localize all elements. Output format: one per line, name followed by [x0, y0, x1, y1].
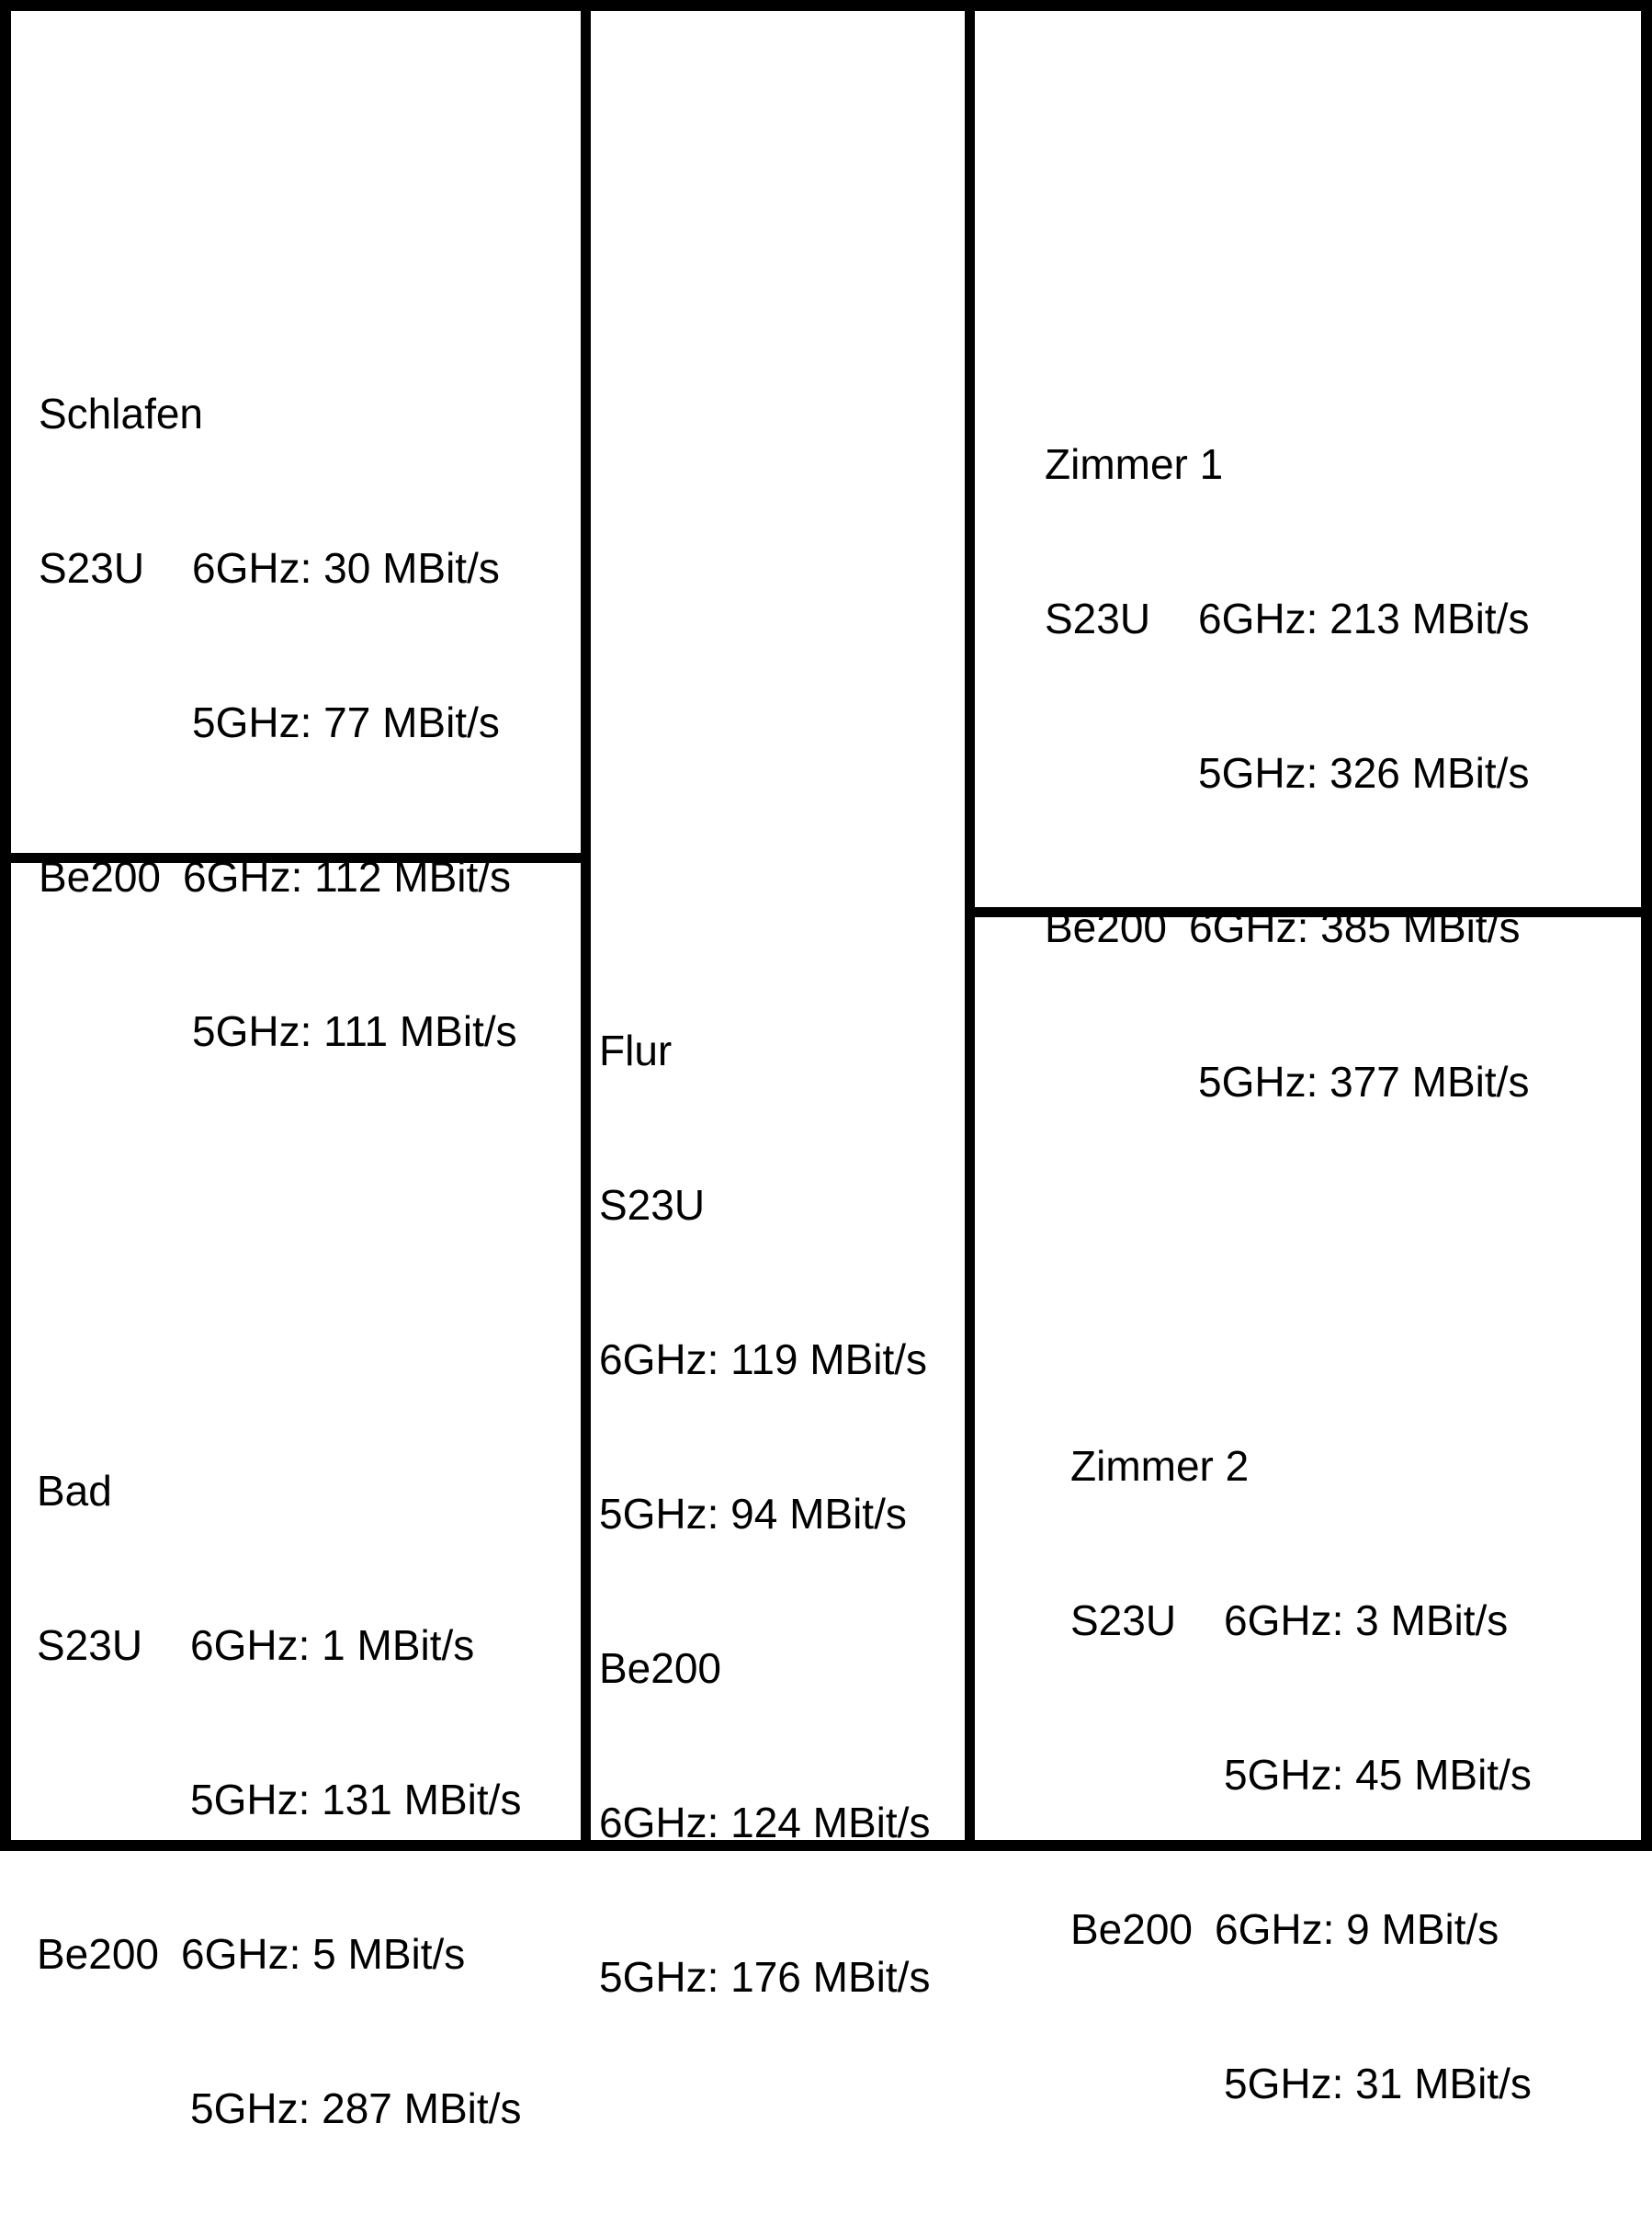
speed-value: 5GHz: 287 MBit/s	[190, 2084, 522, 2132]
speed-value: 6GHz: 3 MBit/s	[1224, 1596, 1509, 1644]
device-label-be200: Be200	[1045, 903, 1168, 951]
device-label-s23u: S23U	[37, 1621, 143, 1669]
speed-value: 5GHz: 77 MBit/s	[192, 698, 500, 746]
room-schlafen	[39, 285, 517, 1160]
speed-value: 6GHz: 30 MBit/s	[192, 544, 500, 592]
wall-left-corridor	[581, 0, 591, 1851]
room-bad	[37, 1362, 521, 2237]
speed-value: 5GHz: 131 MBit/s	[190, 1776, 522, 1823]
wall-right-corridor	[965, 0, 975, 1851]
speed-value: 6GHz: 112 MBit/s	[183, 853, 512, 901]
device-label-s23u: S23U	[1045, 595, 1151, 642]
speed-value: 6GHz: 124 MBit/s	[599, 1799, 931, 1846]
device-label-s23u: S23U	[1070, 1596, 1177, 1644]
device-label-s23u: S23U	[599, 1181, 706, 1229]
speed-value: 6GHz: 119 MBit/s	[599, 1335, 928, 1383]
device-label-s23u: S23U	[39, 544, 145, 592]
outer-wall-right	[1641, 0, 1652, 1851]
speed-value: 5GHz: 45 MBit/s	[1224, 1751, 1532, 1799]
room-zimmer-1	[1045, 335, 1529, 1210]
speed-value: 5GHz: 111 MBit/s	[192, 1007, 517, 1055]
speed-value: 6GHz: 385 MBit/s	[1189, 903, 1521, 951]
room-name: Zimmer 2	[1070, 1442, 1250, 1490]
outer-wall-top	[0, 0, 1652, 11]
speed-value: 5GHz: 326 MBit/s	[1198, 749, 1530, 797]
speed-value: 5GHz: 377 MBit/s	[1198, 1058, 1530, 1106]
speed-value: 6GHz: 1 MBit/s	[190, 1621, 475, 1669]
device-label-be200: Be200	[37, 1930, 160, 1978]
device-label-be200: Be200	[599, 1644, 722, 1692]
room-name: Bad	[37, 1467, 112, 1515]
speed-value: 6GHz: 5 MBit/s	[181, 1930, 466, 1978]
room-zimmer-2	[1070, 1337, 1532, 2212]
speed-value: 6GHz: 213 MBit/s	[1198, 595, 1530, 642]
room-flur	[599, 922, 930, 2106]
device-label-be200: Be200	[1070, 1905, 1194, 1953]
speed-value: 5GHz: 31 MBit/s	[1224, 2060, 1532, 2107]
speed-value: 6GHz: 9 MBit/s	[1215, 1905, 1499, 1953]
room-name: Flur	[599, 1027, 673, 1074]
room-name: Schlafen	[39, 390, 204, 437]
outer-wall-left	[0, 0, 11, 1851]
speed-value: 5GHz: 176 MBit/s	[599, 1953, 931, 2001]
device-label-be200: Be200	[39, 853, 162, 901]
speed-value: 5GHz: 94 MBit/s	[599, 1490, 907, 1538]
room-name: Zimmer 1	[1045, 440, 1224, 488]
